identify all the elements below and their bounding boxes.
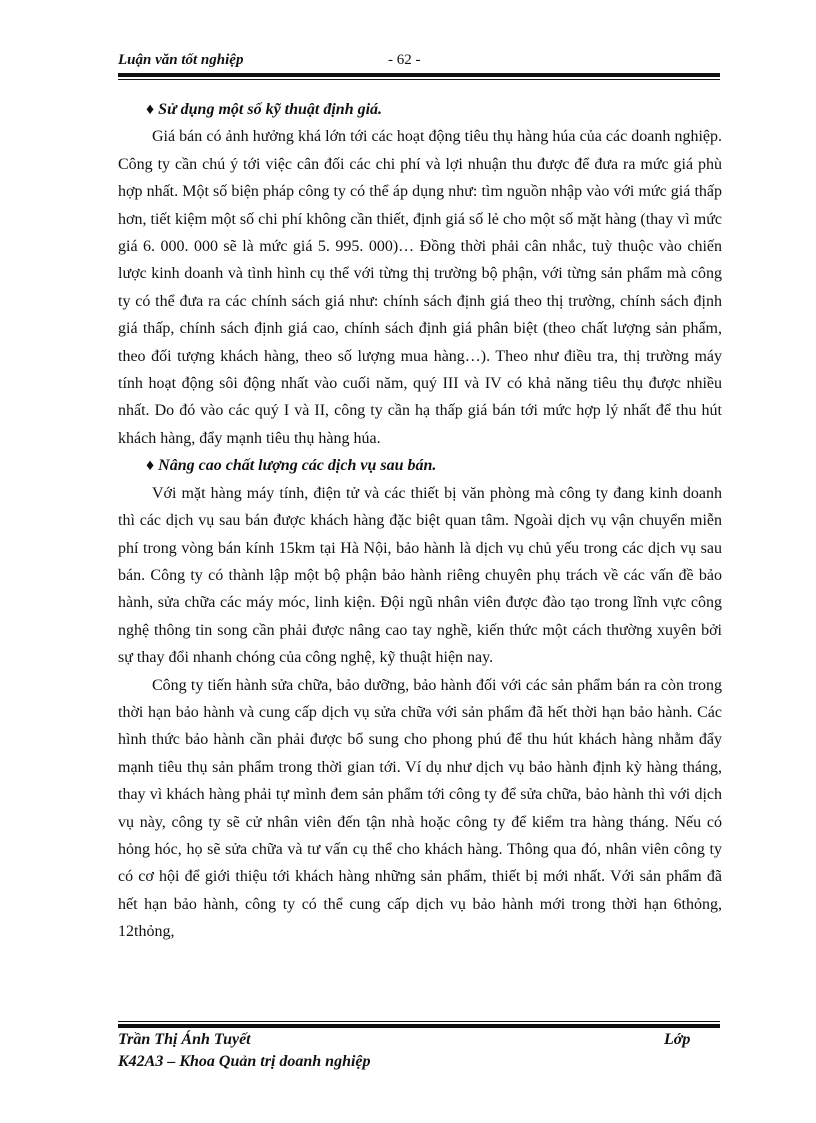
- paragraph: Công ty tiến hành sửa chữa, bảo dưỡng, bảo hành đối với các sản phẩm bán ra còn trong thời hạn bảo hành và cung cấp dịch vụ sửa chữa với sản phẩm đã hết thời hạn bảo hành. Các hình thức bảo hành cần phải được bổ sung cho phong phú để thu hút khách hàng nhằm đẩy mạnh tiêu thụ sản phẩm trong thời gian tới. Ví dụ như dịch vụ bảo hành định kỳ hàng tháng, thay vì khách hàng phải tự mình đem sản phẩm tới công ty để sửa chữa, bảo hành thì với dịch vụ này, công ty sẽ cử nhân viên đến tận nhà hoặc công ty để kiểm tra hàng tháng. Nếu có hỏng hóc, họ sẽ sửa chữa và tư vấn cụ thể cho khách hàng. Thông qua đó, nhân viên công ty có cơ hội để giới thiệu tới khách hàng những sản phẩm, thiết bị mới nhất. Với sản phẩm đã hết hạn bảo hành, công ty có thể cung cấp dịch vụ bảo hành mới trong thời hạn 6thỏng, 12thỏng,: [118, 676, 722, 941]
- header-rule-thick: [118, 73, 720, 77]
- footer-class-label: Lớp: [664, 1031, 691, 1048]
- page-content: [118, 96, 722, 946]
- page-number: - 62 -: [388, 52, 421, 68]
- footer-rule-thin: [118, 1021, 720, 1022]
- header-rule-thin: [118, 79, 720, 80]
- section-heading-pricing: [118, 96, 722, 123]
- paragraph: Với mặt hàng máy tính, điện tử và các thiết bị văn phòng mà công ty đang kinh doanh thì các dịch vụ sau bán được khách hàng đặc biệt quan tâm. Ngoài dịch vụ vận chuyển miễn phí trong vòng bán kính 15km tại Hà Nội, bảo hành là dịch vụ chủ yếu trong các dịch vụ sau bán. Công ty có thành lập một bộ phận bảo hành riêng chuyên phụ trách về các vấn đề bảo hành, sửa chữa các máy móc, linh kiện. Đội ngũ nhân viên được đào tạo trong lĩnh vực công nghệ thông tin song cần phải được nâng cao tay nghề, kiến thức một cách thường xuyên bởi sự thay đổi nhanh chóng của công nghệ, kỹ thuật hiện nay.: [118, 484, 722, 667]
- footer-author: Trần Thị Ánh Tuyết: [118, 1031, 251, 1048]
- diamond-bullet-icon: ♦: [146, 457, 155, 475]
- section-heading-text: Nâng cao chất lượng các dịch vụ sau bán.: [158, 457, 437, 475]
- footer-department: K42A3 – Khoa Quản trị doanh nghiệp: [118, 1053, 371, 1070]
- diamond-bullet-icon: ♦: [146, 101, 155, 118]
- page-header: [118, 52, 720, 72]
- section-heading-after-sales: [118, 452, 722, 479]
- paragraph: Giá bán có ảnh hưởng khá lớn tới các hoạt động tiêu thụ hàng húa của các doanh nghiệp. Công ty cần chú ý tới việc cân đối các chi phí và lợi nhuận thu được để đưa ra mức giá phù hợp nhất. Một số biện pháp công ty có thể áp dụng như: tìm nguồn nhập vào với mức giá thấp hơn, tiết kiệm một số chi phí không cần thiết, định giá số lẻ cho một số mặt hàng (thay vì mức giá 6. 000. 000 sẽ là mức giá 5. 995. 000)… Đồng thời phải cân nhắc, tuỳ thuộc vào chiến lược kinh doanh và tình hình cụ thể với từng thị trường bộ phận, với từng sản phẩm mà công ty có thể đưa ra các chính sách giá như: chính sách định giá theo thị trường, chính sách định giá thấp, chính sách định giá cao, chính sách định giá phân biệt (theo chất lượng sản phẩm, theo đối tượng khách hàng, theo số lượng mua hàng…). Theo như điều tra, thị trường máy tính hoạt động sôi động nhất vào cuối năm, quý III và IV có khả năng tiêu thụ được nhiều nhất. Do đó vào các quý I và II, công ty cần hạ thấp giá bán tới mức hợp lý nhất để thu hút khách hàng, đẩy mạnh tiêu thụ hàng húa.: [118, 128, 722, 447]
- footer-rule-thick: [118, 1024, 720, 1028]
- section-heading-text: Sử dụng một số kỹ thuật định giá.: [158, 101, 383, 118]
- header-title: Luận văn tốt nghiệp: [118, 52, 244, 68]
